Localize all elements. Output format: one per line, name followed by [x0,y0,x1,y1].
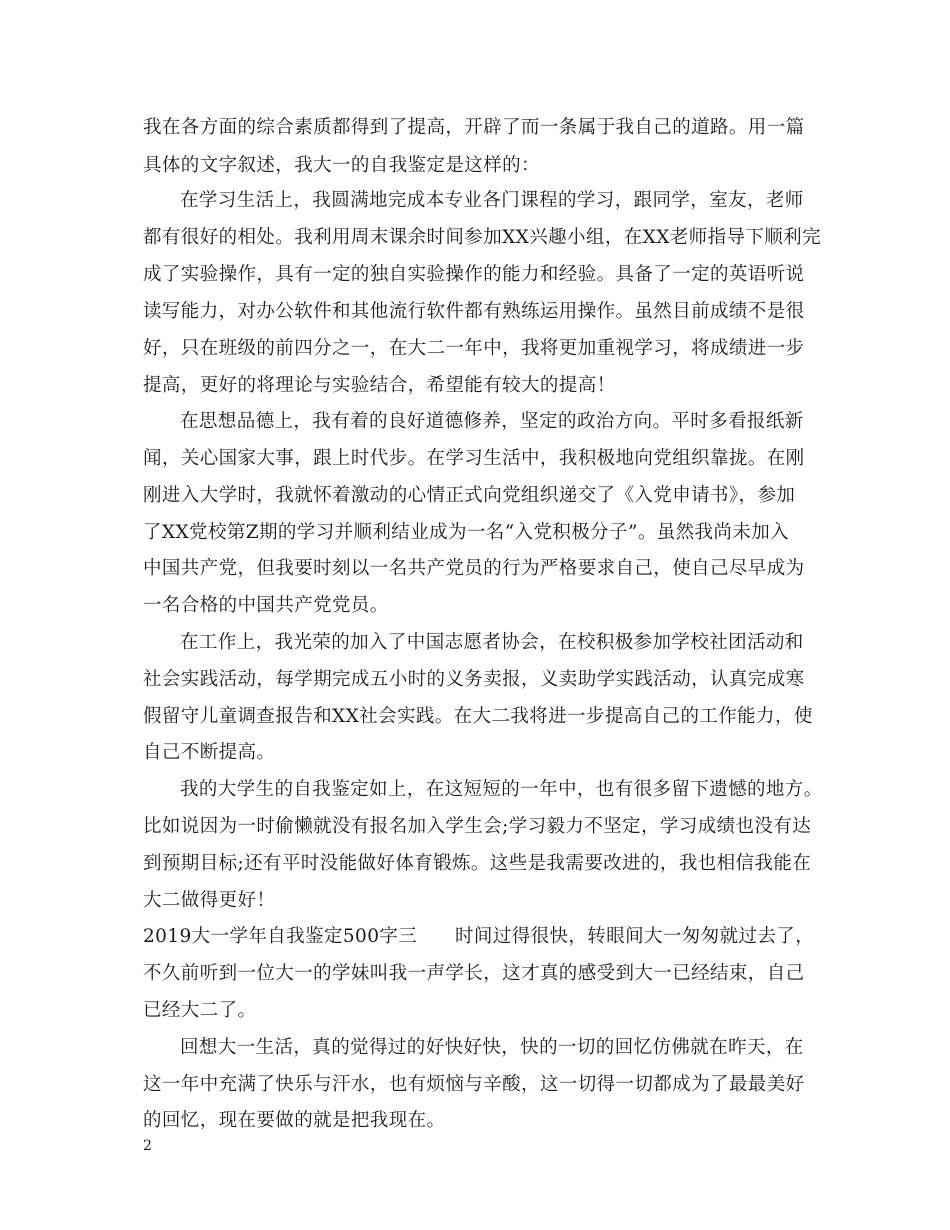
page-number: 2 [143,1138,152,1154]
text-line: 中国共产党，但我要时刻以一名共产党员的行为严格要求自己，使自己尽早成为 [143,558,805,579]
text-line: 假留守儿童调查报告和XX社会实践。在大二我将进一步提高自己的工作能力，使 [143,706,813,727]
text-line: 的回忆，现在要做的就是把我现在。 [143,1110,446,1131]
text-line: 一名合格的中国共产党党员。 [143,595,389,616]
text-line: 这一年中充满了快乐与汗水，也有烦恼与辛酸，这一切得一切都成为了最最美好 [143,1074,805,1095]
text-line: 大二做得更好！ [143,890,276,911]
paragraph-start-line: 在思想品德上，我有着的良好道德修养，坚定的政治方向。平时多看报纸新 [180,411,804,432]
text-line: 刚进入大学时，我就怀着激动的心情正式向党组织递交了《入党申请书》，参加 [143,485,796,506]
text-line: 社会实践活动，每学期完成五小时的义务卖报，义卖助学实践活动，认真完成寒 [143,669,805,690]
text-line: 都有很好的相处。我利用周末课余时间参加XX兴趣小组，在XX老师指导下顺利完 [143,227,821,248]
text-line: 已经大二了。 [143,1000,257,1021]
text-line: 闻，关心国家大事，跟上时代步。在学习生活中，我积极地向党组织靠拢。在刚 [143,448,805,469]
text-line: 到预期目标;还有平时没能做好体育锻炼。这些是我需要改进的，我也相信我能在 [143,853,812,874]
paragraph-start-line: 回想大一生活，真的觉得过的好快好快，快的一切的回忆仿佛就在昨天，在 [180,1037,804,1058]
paragraph-start-line: 我的大学生的自我鉴定如上，在这短短的一年中，也有很多留下遗憾的地方。 [180,779,823,800]
text-line: 具体的文字叙述，我大一的自我鉴定是这样的： [143,155,540,176]
text-line: 自己不断提高。 [143,742,276,763]
text-line: 提高，更好的将理论与实验结合，希望能有较大的提高！ [143,375,616,396]
paragraph-start-line: 在工作上，我光荣的加入了中国志愿者协会，在校积极参加学校社团活动和 [180,632,804,653]
text-line: 比如说因为一时偷懒就没有报名加入学生会;学习毅力不坚定，学习成绩也没有达 [143,816,812,837]
text-line: 成了实验操作，具有一定的独自实验操作的能力和经验。具备了一定的英语听说 [143,264,805,285]
text-line: 了XX党校第Z期的学习并顺利结业成为一名“入党积极分子”。虽然我尚未加入 [143,522,790,543]
section-heading-line: 2019大一学年自我鉴定500字三 时间过得很快，转眼间大一匆匆就过去了， [143,926,815,947]
text-line: 好，只在班级的前四分之一，在大二一年中，我将更加重视学习，将成绩进一步 [143,338,805,359]
text-line: 不久前听到一位大一的学妹叫我一声学长，这才真的感受到大一已经结束，自己 [143,963,805,984]
paragraph-start-line: 在学习生活上，我圆满地完成本专业各门课程的学习，跟同学，室友，老师 [180,190,804,211]
text-line: 我在各方面的综合素质都得到了提高，开辟了而一条属于我自己的道路。用一篇 [143,117,805,138]
text-line: 读写能力，对办公软件和其他流行软件都有熟练运用操作。虽然目前成绩不是很 [143,301,805,322]
